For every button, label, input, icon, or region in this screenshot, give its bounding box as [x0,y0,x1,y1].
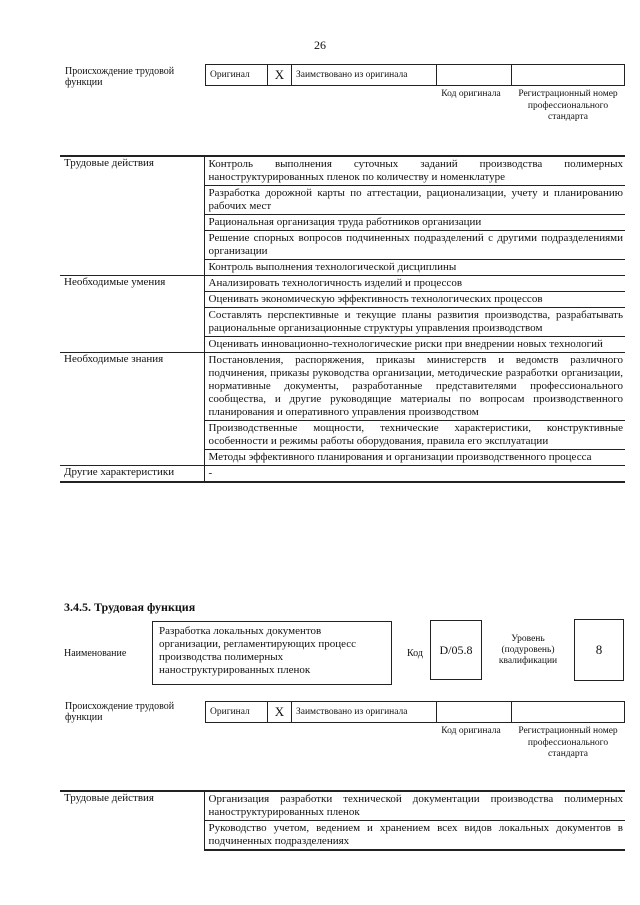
labor-item: Разработка дорожной карты по аттестации, рационализации, учету и планированию рабочих мест [204,186,625,215]
skills-item: Оценивать экономическую эффективность технологических процессов [204,292,625,308]
section-title: 3.4.5. Трудовая функция [64,600,196,614]
labor-actions-label: Трудовые действия [60,791,204,850]
origin-original: Оригинал [206,702,268,722]
knowledge-item: Производственные мощности, технические характеристики, конструктивные особенности и режимы работы оборудования, правила его эксплуатации [204,421,625,450]
origin-borrowed: Заимствовано из оригинала [292,702,437,722]
code-caption: Код оригинала [441,726,501,736]
code-caption: Код оригинала [441,89,501,99]
skills-label: Необходимые умения [60,276,204,353]
knowledge-label: Необходимые знания [60,353,204,466]
origin-mark: X [268,702,292,722]
origin-box [205,701,625,723]
origin-label: Происхождение трудовой функции [65,701,175,723]
level-label: Уровень (подуровень) квалификации [498,634,558,666]
origin-reg-cell [512,702,624,722]
origin-code-cell [437,702,512,722]
labor-item: Решение спорных вопросов подчиненных подразделений с другими подразделениями организации [204,231,625,260]
origin-label: Происхождение трудовой функции [65,66,175,88]
reg-caption: Регистрационный номер профессионального стандарта [518,726,618,759]
origin-mark: X [268,65,292,85]
name-label: Наименование [64,648,127,659]
other-label: Другие характеристики [60,466,204,483]
code-value: D/05.8 [430,620,482,680]
level-value: 8 [574,619,624,681]
origin-borrowed: Заимствовано из оригинала [292,65,437,85]
reg-caption: Регистрационный номер профессионального стандарта [518,89,618,122]
page-number: 26 [314,38,326,52]
name-value: Разработка локальных документов организации, регламентирующих процесс производства полимерных наноструктурированных пленок [152,621,392,685]
origin-original: Оригинал [206,65,268,85]
skills-item: Анализировать технологичность изделий и процессов [204,276,625,292]
labor-table-2 [60,790,625,851]
labor-table-1 [60,155,625,483]
code-label: Код [407,648,423,659]
skills-item: Оценивать инновационно-технологические риски при внедрении новых технологий [204,337,625,353]
labor-item: Рациональная организация труда работников организации [204,215,625,231]
labor-item: Контроль выполнения суточных заданий производства полимерных наноструктурированных пленок по количеству и номенклатуре [204,156,625,186]
labor-item: Организация разработки технической документации производства полимерных наноструктурированных пленок [204,791,625,821]
knowledge-item: Методы эффективного планирования и организации производственного процесса [204,450,625,466]
origin-reg-cell [512,65,624,85]
labor-actions-label: Трудовые действия [60,156,204,276]
skills-item: Составлять перспективные и текущие планы развития производства, разрабатывать рациональные организационные структуры управления производством [204,308,625,337]
knowledge-item: Постановления, распоряжения, приказы министерств и ведомств различного подчинения, приказы руководства организации, методические разработки организации, нормативные документы, разработанные представителями профессионального сообщества, и другие руководящие материалы по вопросам производственного планирования и оперативного управления производством [204,353,625,421]
other-value: - [204,466,625,483]
origin-box [205,64,625,86]
labor-item: Руководство учетом, ведением и хранением всех видов локальных документов в подчиненных подразделениях [204,821,625,851]
origin-code-cell [437,65,512,85]
labor-item: Контроль выполнения технологической дисциплины [204,260,625,276]
